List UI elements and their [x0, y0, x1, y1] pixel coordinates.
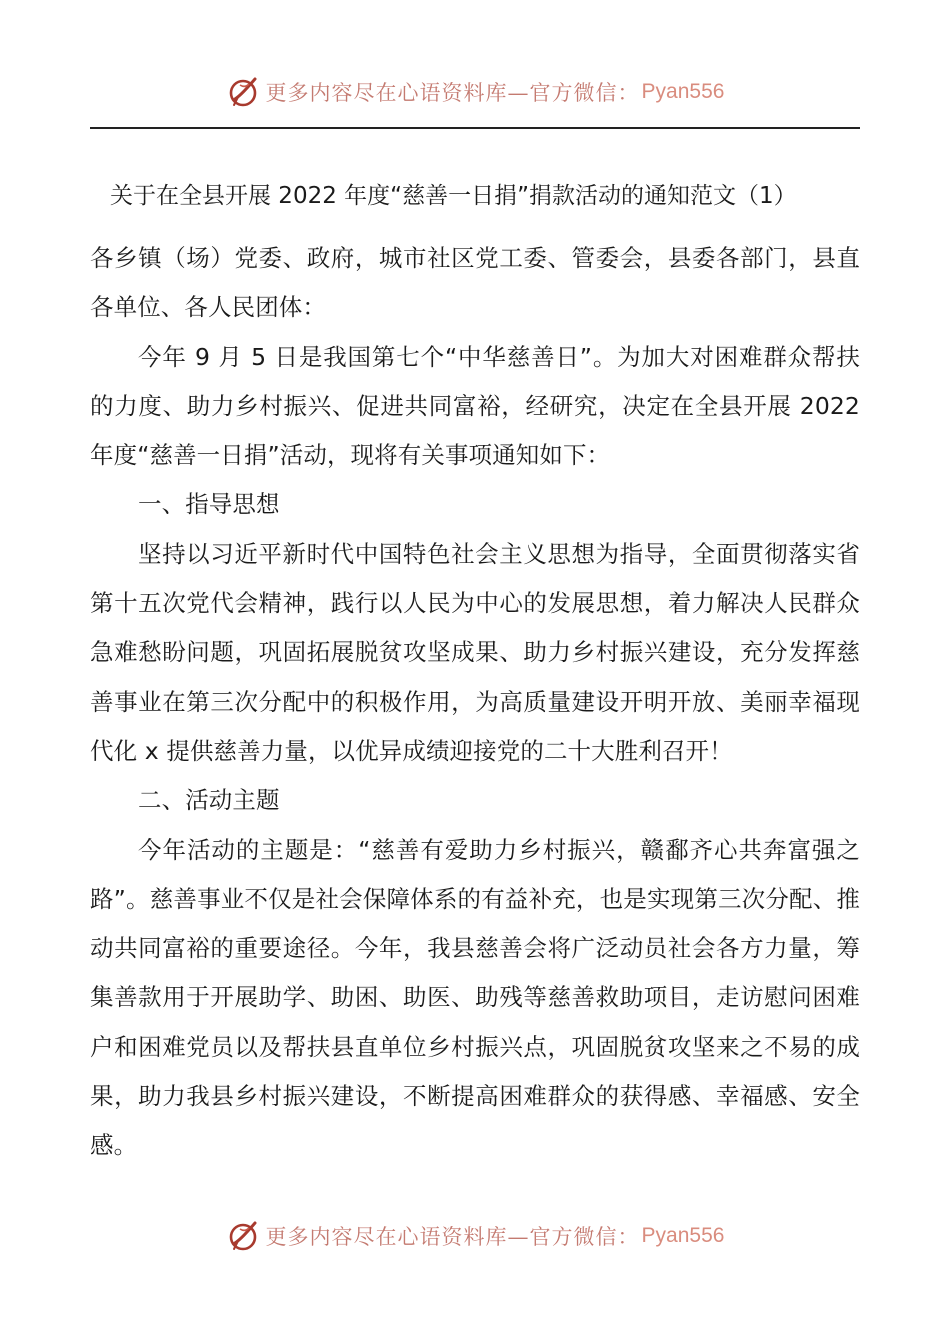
- header-watermark: [0, 70, 950, 114]
- intro-paragraph: 今年 9 月 5 日是我国第七个“中华慈善日”。为加大对困难群众帮扶的力度、助力乡村振兴、促进共同富裕，经研究，决定在全县开展 2022 年度“慈善一日捐”活动，现将有关事项通知如下：: [90, 342, 860, 470]
- footer-slogan: 更多内容尽在心语资料库—官方微信：: [265, 1225, 640, 1249]
- salutation-paragraph: 各乡镇（场）党委、政府，城市社区党工委、管委会，县委各部门，县直各单位、各人民团体：: [90, 244, 860, 322]
- section-heading-guiding-ideology: 一、指导思想: [138, 490, 280, 519]
- header-wechat-id: Pyan556: [641, 80, 725, 103]
- section-heading-activity-theme: 二、活动主题: [138, 786, 280, 815]
- document-body: [90, 234, 860, 1171]
- activity-theme-paragraph: 今年活动的主题是：“慈善有爱助力乡村振兴，赣鄱齐心共奔富强之路”。慈善事业不仅是社会保障体系的有益补充，也是实现第三次分配、推动共同富裕的重要途径。今年，我县慈善会将广泛动员社会各方力量，筹集善款用于开展助学、助困、助医、助残等慈善救助项目，走访慰问困难户和困难党员以及帮扶县直单位乡村振兴点，巩固脱贫攻坚来之不易的成果，助力我县乡村振兴建设，不断提高困难群众的获得感、幸福感、安全感。: [90, 835, 860, 1160]
- header-slogan: 更多内容尽在心语资料库—官方微信：: [265, 81, 640, 105]
- footer-watermark: [0, 1214, 950, 1258]
- pen-logo-icon: [226, 1219, 260, 1253]
- header-divider: [90, 127, 860, 129]
- guiding-ideology-paragraph: 坚持以习近平新时代中国特色社会主义思想为指导，全面贯彻落实省第十五次党代会精神，践行以人民为中心的发展思想，着力解决人民群众急难愁盼问题，巩固拓展脱贫攻坚成果、助力乡村振兴建设，充分发挥慈善事业在第三次分配中的积极作用，为高质量建设开明开放、美丽幸福现代化 x 提供慈善力量，以优异成绩迎接党的二十大胜利召开！: [90, 539, 860, 765]
- footer-wechat-id: Pyan556: [641, 1224, 725, 1247]
- document-title: 关于在全县开展 2022 年度“慈善一日捐”捐款活动的通知范文（1）: [110, 183, 797, 209]
- pen-logo-icon: [226, 75, 260, 109]
